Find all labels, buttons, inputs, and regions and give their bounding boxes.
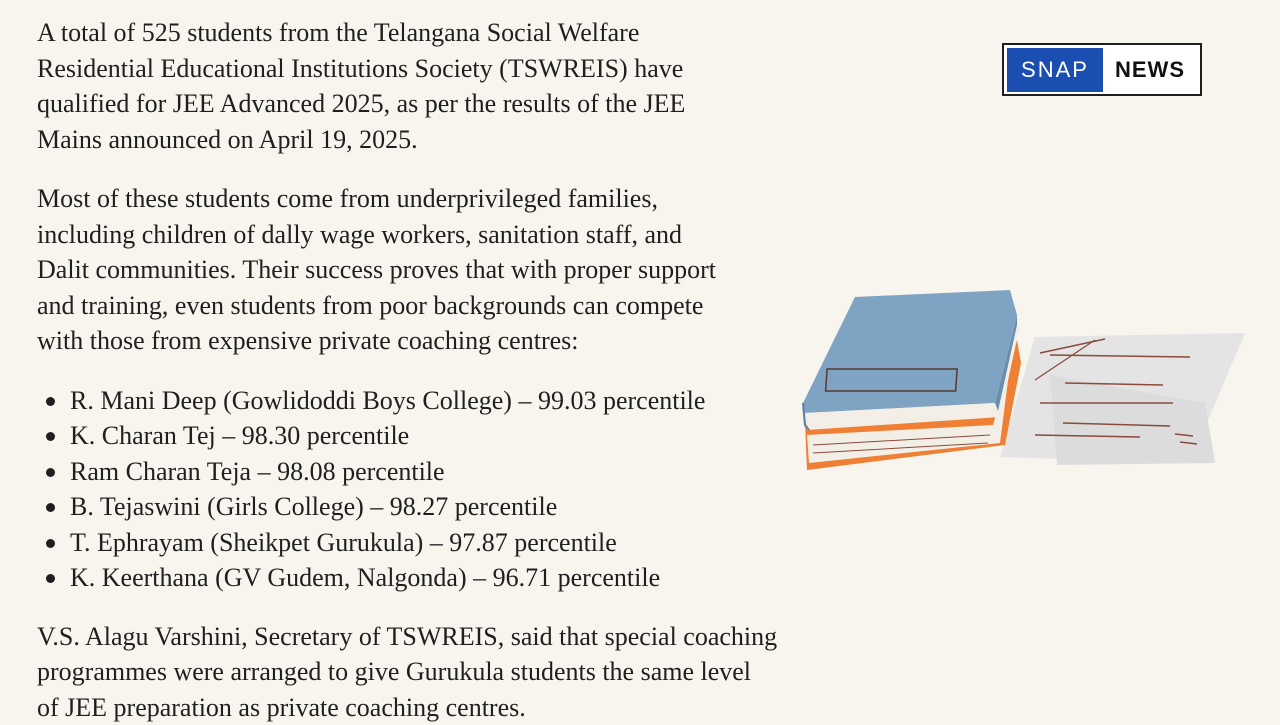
snap-news-logo [1002,43,1202,96]
blue-book-icon [803,290,1019,430]
result-text: R. Mani Deep (Gowlidoddi Boys College) – 99.03 percentile [70,386,705,415]
result-text: K. Charan Tej – 98.30 percentile [70,421,409,450]
bullet-icon [46,468,55,477]
brand-snap-label: SNAP [1007,48,1103,92]
brand-news-label: NEWS [1103,57,1197,83]
results-list [37,383,867,596]
result-text: T. Ephrayam (Sheikpet Gurukula) – 97.87 percentile [70,528,617,557]
list-item [37,525,867,561]
list-item [37,454,867,490]
article-paragraph-intro: A total of 525 students from the Telangana Social Welfare Residential Educational Institutions Society (TSWREIS) have qualified for JEE Advanced 2025, as per the results of the JEE Mains announced on April 19, 2025. [37,15,867,157]
list-item [37,418,867,454]
list-item [37,489,867,525]
bullet-icon [46,539,55,548]
bullet-icon [46,397,55,406]
bullet-icon [46,503,55,512]
list-item [37,560,867,596]
paper-sheets-icon [1000,333,1245,465]
list-item [37,383,867,419]
bullet-icon [46,432,55,441]
result-text: B. Tejaswini (Girls College) – 98.27 percentile [70,492,557,521]
books-and-papers-illustration [795,285,1255,480]
article-body [37,15,867,725]
bullet-icon [46,574,55,583]
result-text: Ram Charan Teja – 98.08 percentile [70,457,445,486]
result-text: K. Keerthana (GV Gudem, Nalgonda) – 96.71 percentile [70,563,660,592]
article-paragraph-background: Most of these students come from underprivileged families, including children of dally wage workers, sanitation staff, and Dalit communities. Their success proves that with proper support and training, even students from poor backgrounds can compete with those from expensive private coaching centres: [37,181,867,359]
article-paragraph-quote: V.S. Alagu Varshini, Secretary of TSWREIS, said that special coaching programmes were arranged to give Gurukula students the same level of JEE preparation as private coaching centres. [37,619,867,725]
